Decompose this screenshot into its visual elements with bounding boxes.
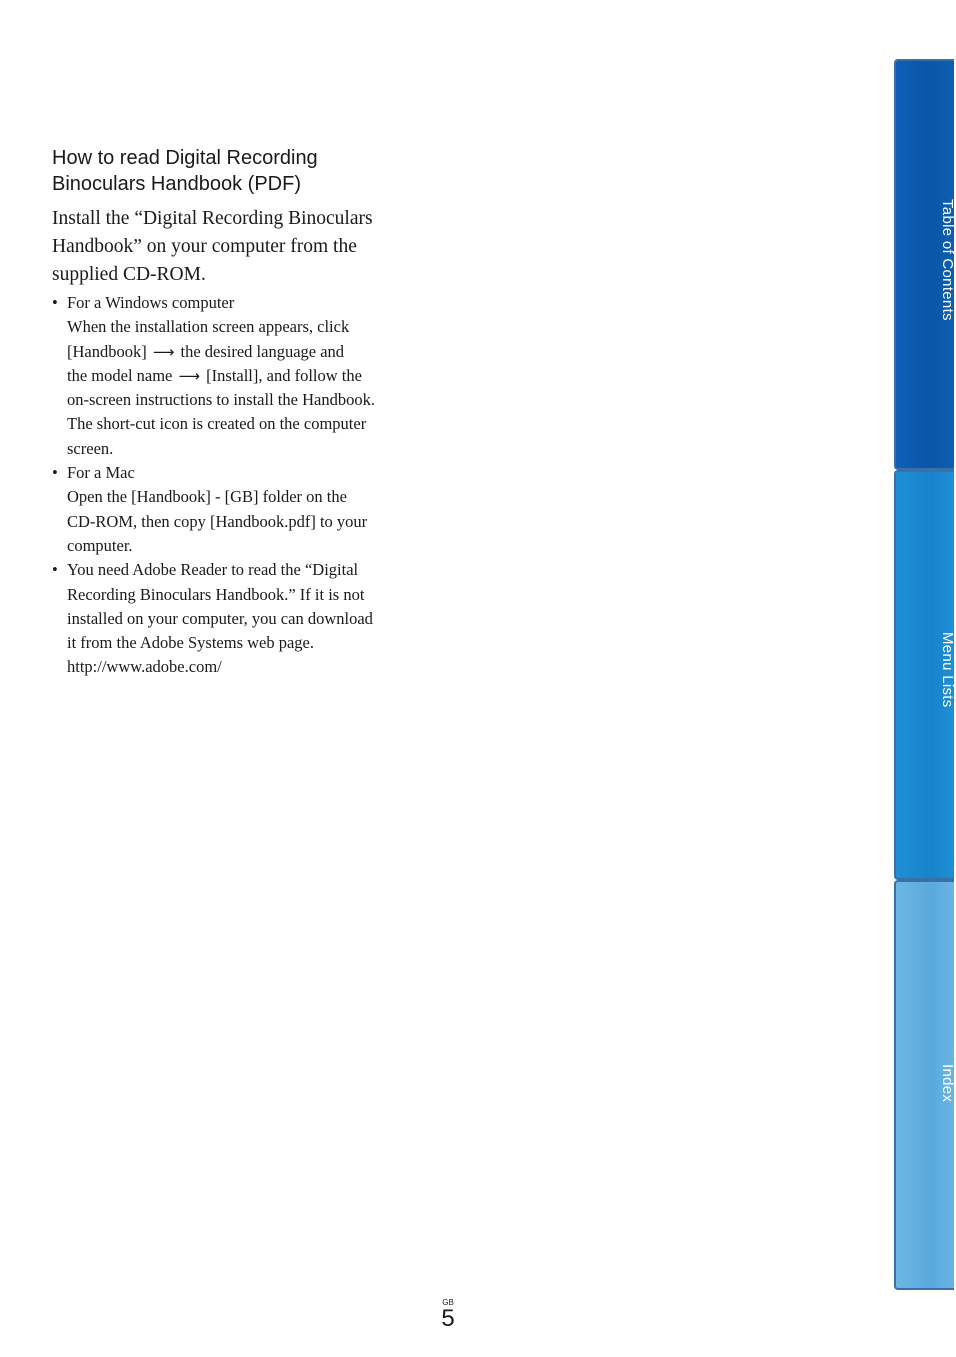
region-code: GB: [442, 1298, 454, 1307]
list-item-text: The short-cut icon is created on the computer: [67, 414, 367, 434]
intro-line: Handbook” on your computer from the: [52, 236, 357, 257]
list-item-title: • For a Windows computer: [67, 293, 235, 312]
handbook-menu-text: [Handbook]: [67, 341, 147, 361]
list-item-text: installed on your computer, you can download: [67, 608, 373, 628]
tab-label: Index: [939, 1064, 956, 1103]
list-item-text: [67, 364, 432, 388]
instruction-list: [52, 291, 432, 680]
page-number: [438, 1298, 458, 1331]
intro-line: Install the “Digital Recording Binoculars: [52, 208, 373, 229]
list-item-text: screen.: [67, 438, 114, 458]
tab-index[interactable]: [894, 880, 954, 1290]
tab-table-of-contents[interactable]: [894, 59, 954, 470]
right-arrow-icon: ⟶: [178, 366, 201, 385]
section-heading: [52, 145, 432, 197]
section-heading-line1: How to read Digital Recording: [52, 147, 318, 169]
section-heading-line2: Binoculars Handbook (PDF): [52, 173, 301, 195]
list-item-text-part: the model name: [67, 365, 173, 385]
list-item-text-part: the desired language and: [180, 341, 345, 361]
intro-paragraph: [52, 205, 432, 289]
list-item-windows: [52, 291, 432, 461]
list-item-text: Open the [Handbook] - [GB] folder on the: [67, 487, 347, 507]
list-item-text: When the installation screen appears, click: [67, 317, 350, 337]
list-item-text: [67, 340, 432, 364]
list-item-text: computer.: [67, 535, 133, 555]
list-item-text: • You need Adobe Reader to read the “Digital: [67, 560, 359, 580]
list-item-text: on-screen instructions to install the Handbook.: [67, 390, 375, 410]
right-arrow-icon: ⟶: [152, 342, 175, 361]
adobe-url-link[interactable]: http://www.adobe.com/: [67, 657, 222, 677]
tab-label: Table of Contents: [939, 199, 956, 321]
tab-menu-lists[interactable]: [894, 470, 954, 880]
list-item-text: it from the Adobe Systems web page.: [67, 633, 315, 653]
page-number-value: 5: [441, 1305, 455, 1332]
list-item-adobe-reader: [52, 558, 432, 679]
list-item-mac: [52, 461, 432, 558]
intro-line: supplied CD-ROM.: [52, 264, 206, 285]
tab-label: Menu Lists: [939, 632, 956, 708]
side-navigation-tabs: [894, 59, 954, 1290]
list-item-text: Recording Binoculars Handbook.” If it is not: [67, 584, 365, 604]
main-content: [52, 145, 432, 680]
list-item-text: CD-ROM, then copy [Handbook.pdf] to your: [67, 511, 368, 531]
list-item-title: • For a Mac: [67, 463, 135, 483]
list-item-text-part: [Install], and follow the: [206, 365, 362, 385]
